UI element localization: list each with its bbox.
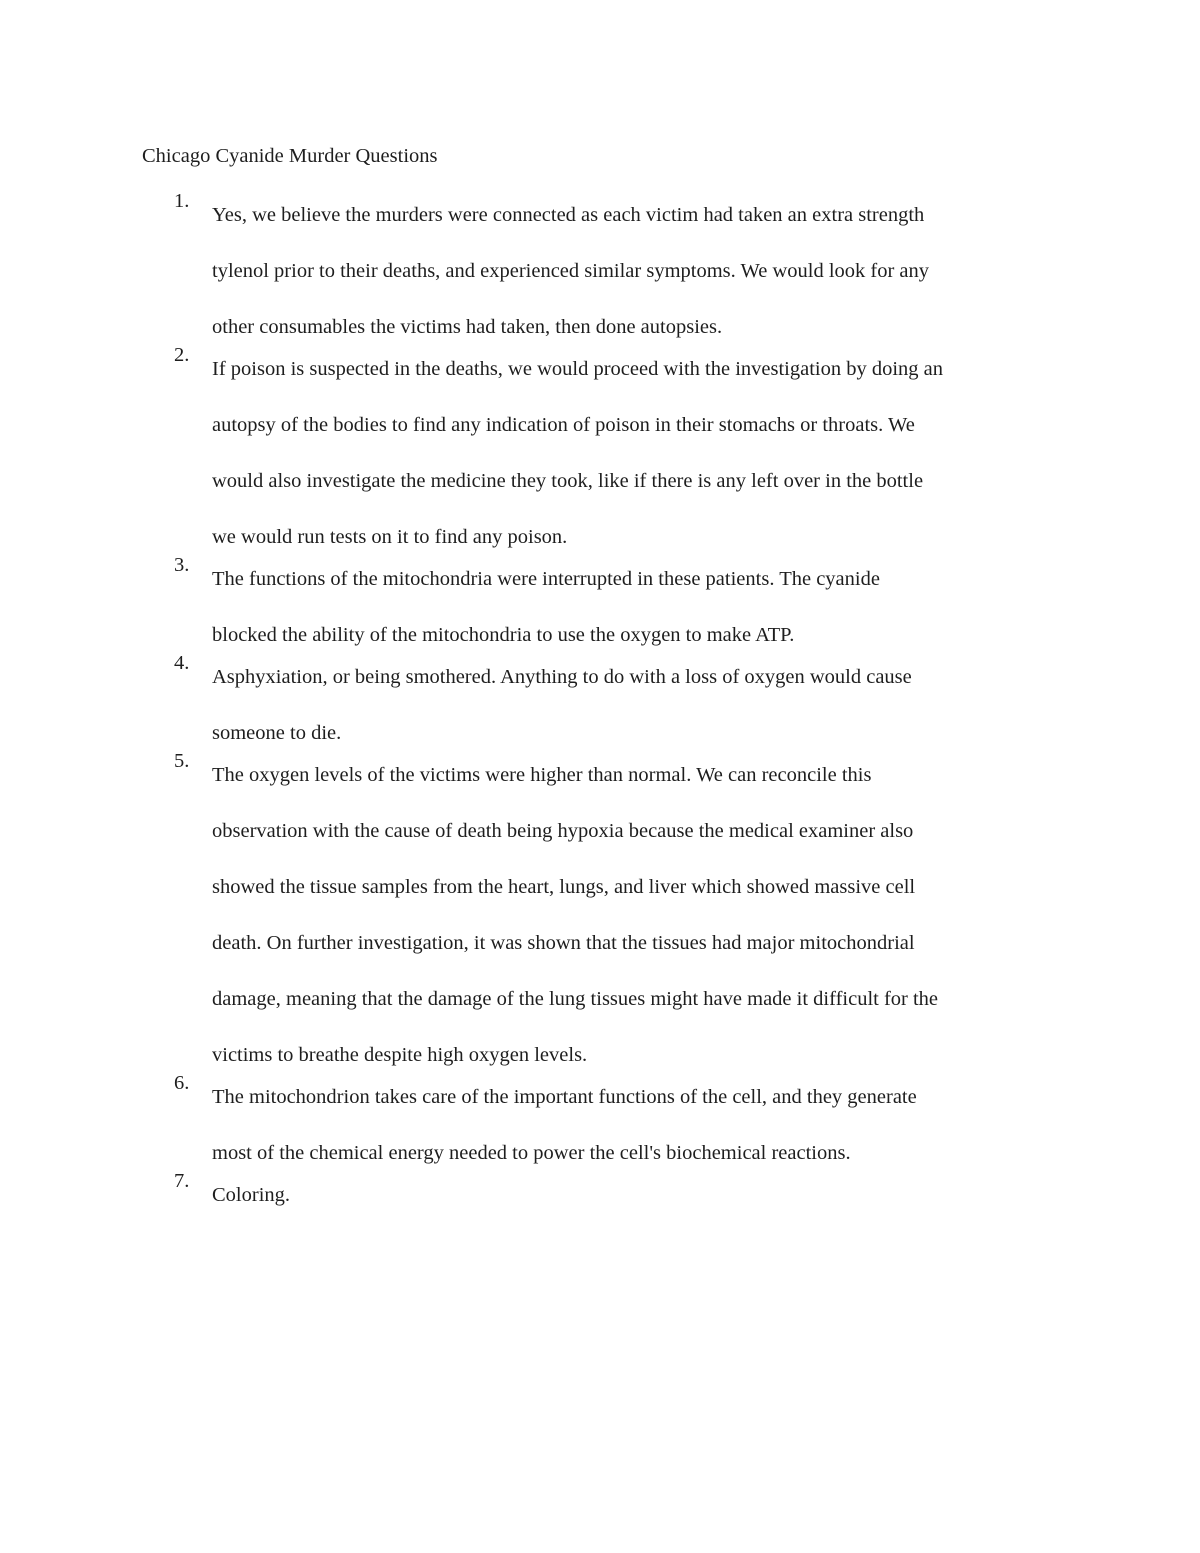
answer-number: 6.: [174, 1072, 190, 1094]
answer-number: 3.: [174, 554, 190, 576]
answer-number: 7.: [174, 1170, 190, 1192]
document-title: Chicago Cyanide Murder Questions: [142, 145, 438, 167]
answer-text: The functions of the mitochondria were interrupted in these patients. The cyanide blocked the ability of the mitochondria to use the oxygen to make ATP.: [212, 568, 880, 646]
answer-item-7: [0, 1167, 1200, 1223]
answer-number: 1.: [174, 190, 190, 212]
answer-item-1: [0, 187, 1200, 355]
answer-text: Yes, we believe the murders were connected as each victim had taken an extra strength tylenol prior to their deaths, and experienced similar symptoms. We would look for any other consumables the victims had taken, then done autopsies.: [212, 204, 930, 338]
answer-text: Asphyxiation, or being smothered. Anything to do with a loss of oxygen would cause someone to die.: [212, 666, 912, 744]
answer-number: 4.: [174, 652, 190, 674]
answer-text: If poison is suspected in the deaths, we would proceed with the investigation by doing an autopsy of the bodies to find any indication of poison in their stomachs or throats. We would also investigate the medicine they took, like if there is any left over in the bottle we would run tests on it to find any poison.: [212, 358, 944, 548]
answer-text: The mitochondrion takes care of the important functions of the cell, and they generate most of the chemical energy needed to power the cell's biochemical reactions.: [212, 1086, 917, 1164]
answer-item-2: [0, 341, 1200, 565]
answer-number: 2.: [174, 344, 190, 366]
answer-number: 5.: [174, 750, 190, 772]
answer-item-6: [0, 1069, 1200, 1181]
answer-item-4: [0, 649, 1200, 761]
answer-item-5: [0, 747, 1200, 1083]
answer-text: Coloring.: [212, 1184, 291, 1206]
answer-list: [0, 190, 1200, 1223]
answer-text: The oxygen levels of the victims were higher than normal. We can reconcile this observation with the cause of death being hypoxia because the medical examiner also showed the tissue samples from the heart, lungs, and liver which showed massive cell death. On further investigation, it was shown that the tissues had major mitochondrial damage, meaning that the damage of the lung tissues might have made it difficult for the victims to breathe despite high oxygen levels.: [212, 764, 939, 1066]
answer-item-3: [0, 551, 1200, 663]
